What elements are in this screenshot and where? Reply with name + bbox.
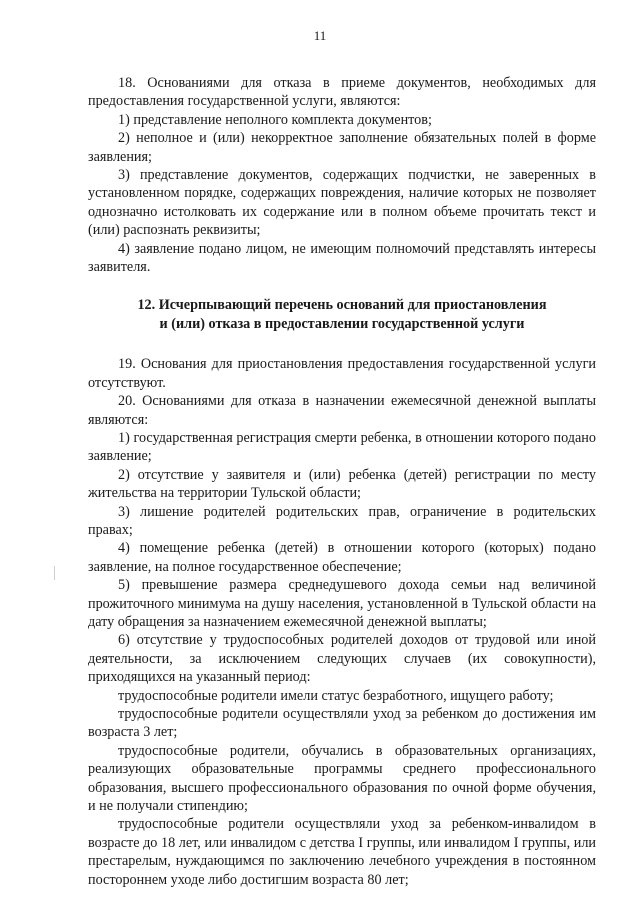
paragraph-20-item-6: 6) отсутствие у трудоспособных родителей доходов от трудовой или иной деятельности, за исключением следующих случаев (их совокупности), приходящихся на указанный период: [88, 632, 596, 686]
paragraph-18-item-1: 1) представление неполного комплекта документов; [118, 111, 432, 128]
section-heading-line-2: и (или) отказа в предоставлении государственной услуги [159, 315, 525, 332]
scan-margin-mark [54, 566, 55, 580]
paragraph-18-item-2: 2) неполное и (или) некорректное заполнение обязательных полей в форме заявления; [88, 130, 596, 165]
paragraph-18: 18. Основаниями для отказа в приеме документов, необходимых для предоставления государственной услуги, являются: [88, 75, 596, 110]
paragraph-20-item-2: 2) отсутствие у заявителя и (или) ребенка (детей) регистрации по месту жительства на территории Тульской области; [88, 466, 596, 502]
paragraph-18-item-4: 4) заявление подано лицом, не имеющим полномочий представлять интересы заявителя. [88, 240, 596, 276]
exception-disabled-care: трудоспособные родители осуществляли уход за ребенком-инвалидом в возрасте до 18 лет, или инвалидом с детства I группы, или инвалидом I группы, или престарелым, нуждающимся по заключению лечебного учреждения в постоянном постороннем уходе либо достигшим возраста 80 лет; [88, 816, 596, 888]
paragraph-18-item-3: 3) представление документов, содержащих подчистки, не заверенных в установленном порядке, содержащих повреждения, наличие которых не позволяет однозначно истолковать их содержание или в полном объеме прочитать текст и (или) распознать реквизиты; [88, 167, 596, 239]
paragraph-20-item-1: 1) государственная регистрация смерти ребенка, в отношении которого подано заявление; [88, 429, 596, 465]
exception-childcare: трудоспособные родители осуществляли уход за ребенком до достижения им возраста 3 лет; [88, 706, 596, 741]
exception-students: трудоспособные родители, обучались в образовательных организациях, реализующих образовательные программы среднего профессионального образования, высшего профессионального образования по очной форме обучения, и не получали стипендию; [88, 742, 596, 815]
paragraph-20-item-3: 3) лишение родителей родительских прав, ограничение в родительских правах; [88, 503, 596, 538]
paragraph-20-item-4: 4) помещение ребенка (детей) в отношении которого (которых) подано заявление, на полное государственное обеспечение; [88, 540, 596, 575]
document-body [88, 74, 596, 889]
page-number: 11 [313, 28, 327, 43]
paragraph-20: 20. Основаниями для отказа в назначении ежемесячной денежной выплаты являются: [88, 393, 596, 428]
exception-unemployed: трудоспособные родители имели статус безработного, ищущего работу; [118, 687, 554, 704]
section-heading-12 [88, 296, 596, 333]
paragraph-19: 19. Основания для приостановления предоставления государственной услуги отсутствуют. [88, 356, 596, 391]
section-heading-line-1: 12. Исчерпывающий перечень оснований для приостановления [137, 297, 547, 314]
paragraph-20-item-5: 5) превышение размера среднедушевого дохода семьи над величиной прожиточного минимума на душу населения, установленной в Тульской области на дату обращения за назначением ежемесячной денежной выплаты; [88, 577, 596, 630]
